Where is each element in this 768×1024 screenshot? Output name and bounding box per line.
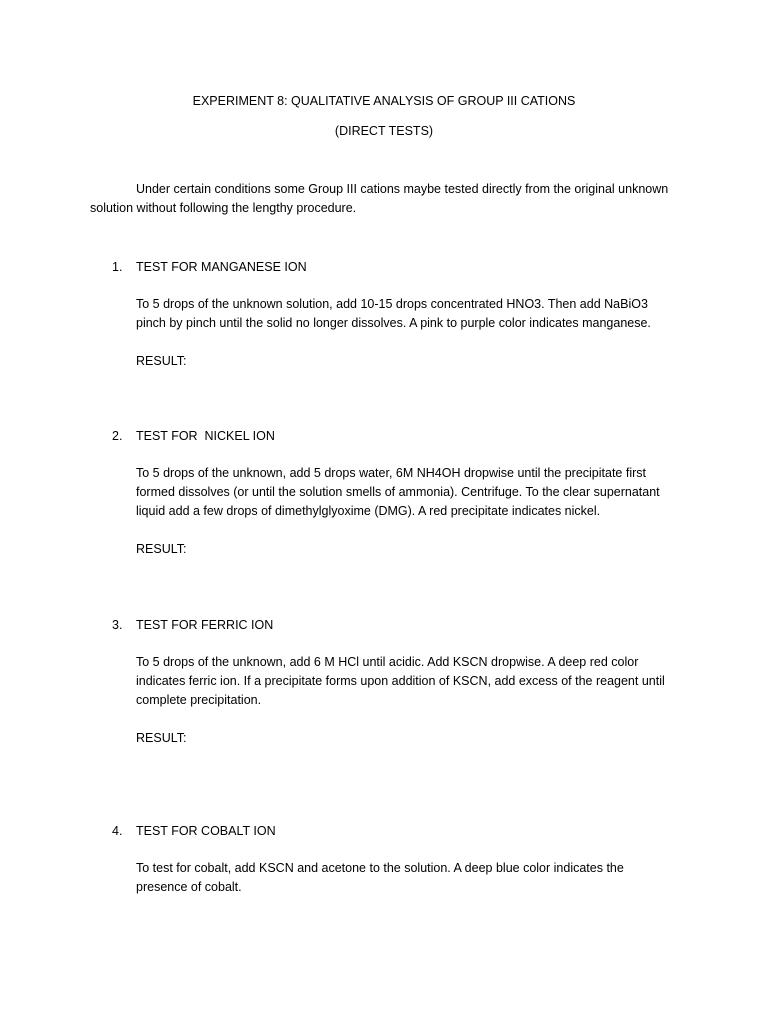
intro-text: Under certain conditions some Group III cations maybe tested directly from the original unknown solution without following the lengthy procedure.: [90, 182, 669, 215]
section-heading: [112, 616, 273, 635]
section-heading: [112, 427, 275, 446]
section-number: 2.: [112, 429, 123, 443]
document-subtitle: (DIRECT TESTS): [334, 124, 434, 138]
section-number: 4.: [112, 824, 123, 838]
section-heading-text: TEST FOR MANGANESE ION: [136, 260, 307, 274]
result-label: RESULT:: [136, 542, 187, 556]
section-heading: [112, 822, 276, 841]
section-heading-text: TEST FOR FERRIC ION: [136, 618, 274, 632]
section-body: To 5 drops of the unknown, add 6 M HCl until acidic. Add KSCN dropwise. A deep red color indicates ferric ion. If a precipitate forms upon addition of KSCN, add excess of the reagent until complete precipitation.: [136, 655, 665, 707]
section-body: To test for cobalt, add KSCN and acetone to the solution. A deep blue color indicates the presence of cobalt.: [136, 861, 624, 894]
result-label: RESULT:: [136, 731, 187, 745]
section-number: 1.: [112, 260, 123, 274]
section-body: To 5 drops of the unknown, add 5 drops water, 6M NH4OH dropwise until the precipitate first formed dissolves (or until the solution smells of ammonia). Centrifuge. To the clear supernatant liquid add a few drops of dimethylglyoxime (DMG). A red precipitate indicates nickel.: [136, 466, 660, 518]
section-heading-text: TEST FOR NICKEL ION: [136, 429, 275, 443]
section-number: 3.: [112, 618, 123, 632]
section-heading: [112, 258, 307, 277]
result-label: RESULT:: [136, 354, 187, 368]
section-heading-text: TEST FOR COBALT ION: [136, 824, 276, 838]
intro-paragraph: [90, 180, 690, 218]
document-title: EXPERIMENT 8: QUALITATIVE ANALYSIS OF GROUP III CATIONS: [192, 94, 576, 108]
section-body: To 5 drops of the unknown solution, add 10-15 drops concentrated HNO3. Then add NaBiO3 pinch by pinch until the solid no longer dissolves. A pink to purple color indicates manganese.: [136, 297, 651, 330]
